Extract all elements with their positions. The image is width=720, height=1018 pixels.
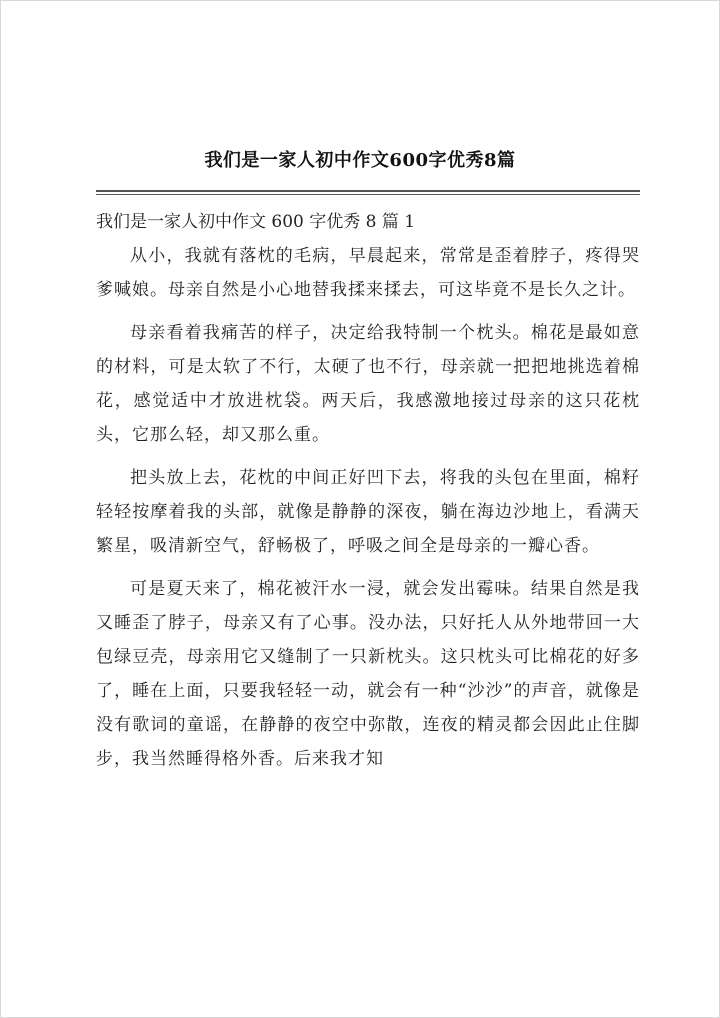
divider-thin-line bbox=[96, 194, 640, 195]
paragraph: 可是夏天来了，棉花被汗水一浸，就会发出霉味。结果自然是我又睡歪了脖子，母亲又有了心事。没办法，只好托人从外地带回一大包绿豆壳，母亲用它又缝制了一只新枕头。这只枕头可比棉花的好多了，睡在上面，只要我轻轻一动，就会有一种“沙沙”的声音，就像是没有歌词的童谣，在静静的夜空中弥散，连夜的精灵都会因此止住脚步，我当然睡得格外香。后来我才知 bbox=[96, 579, 640, 769]
document-title: 我们是一家人初中作文600字优秀8篇 bbox=[204, 150, 516, 171]
paragraph: 把头放上去，花枕的中间正好凹下去，将我的头包在里面，棉籽轻轻按摩着我的头部，就像是静静的深夜，躺在海边沙地上，看满天繁星，吸清新空气，舒畅极了，呼吸之间全是母亲的一瓣心香。 bbox=[96, 468, 640, 556]
paragraph: 母亲看着我痛苦的样子，决定给我特制一个枕头。棉花是最如意的材料，可是太软了不行，太硬了也不行，母亲就一把把地挑选着棉花，感觉适中才放进枕袋。两天后，我感激地接过母亲的这只花枕头，它那么轻，却又那么重。 bbox=[96, 323, 640, 445]
paragraph: 从小，我就有落枕的毛病，早晨起来，常常是歪着脖子，疼得哭爹喊娘。母亲自然是小心地替我揉来揉去，可这毕竟不是长久之计。 bbox=[96, 246, 640, 300]
divider-thick-line bbox=[96, 190, 640, 192]
section-heading: 我们是一家人初中作文 600 字优秀 8 篇 1 bbox=[96, 212, 416, 232]
document-body bbox=[96, 205, 640, 785]
